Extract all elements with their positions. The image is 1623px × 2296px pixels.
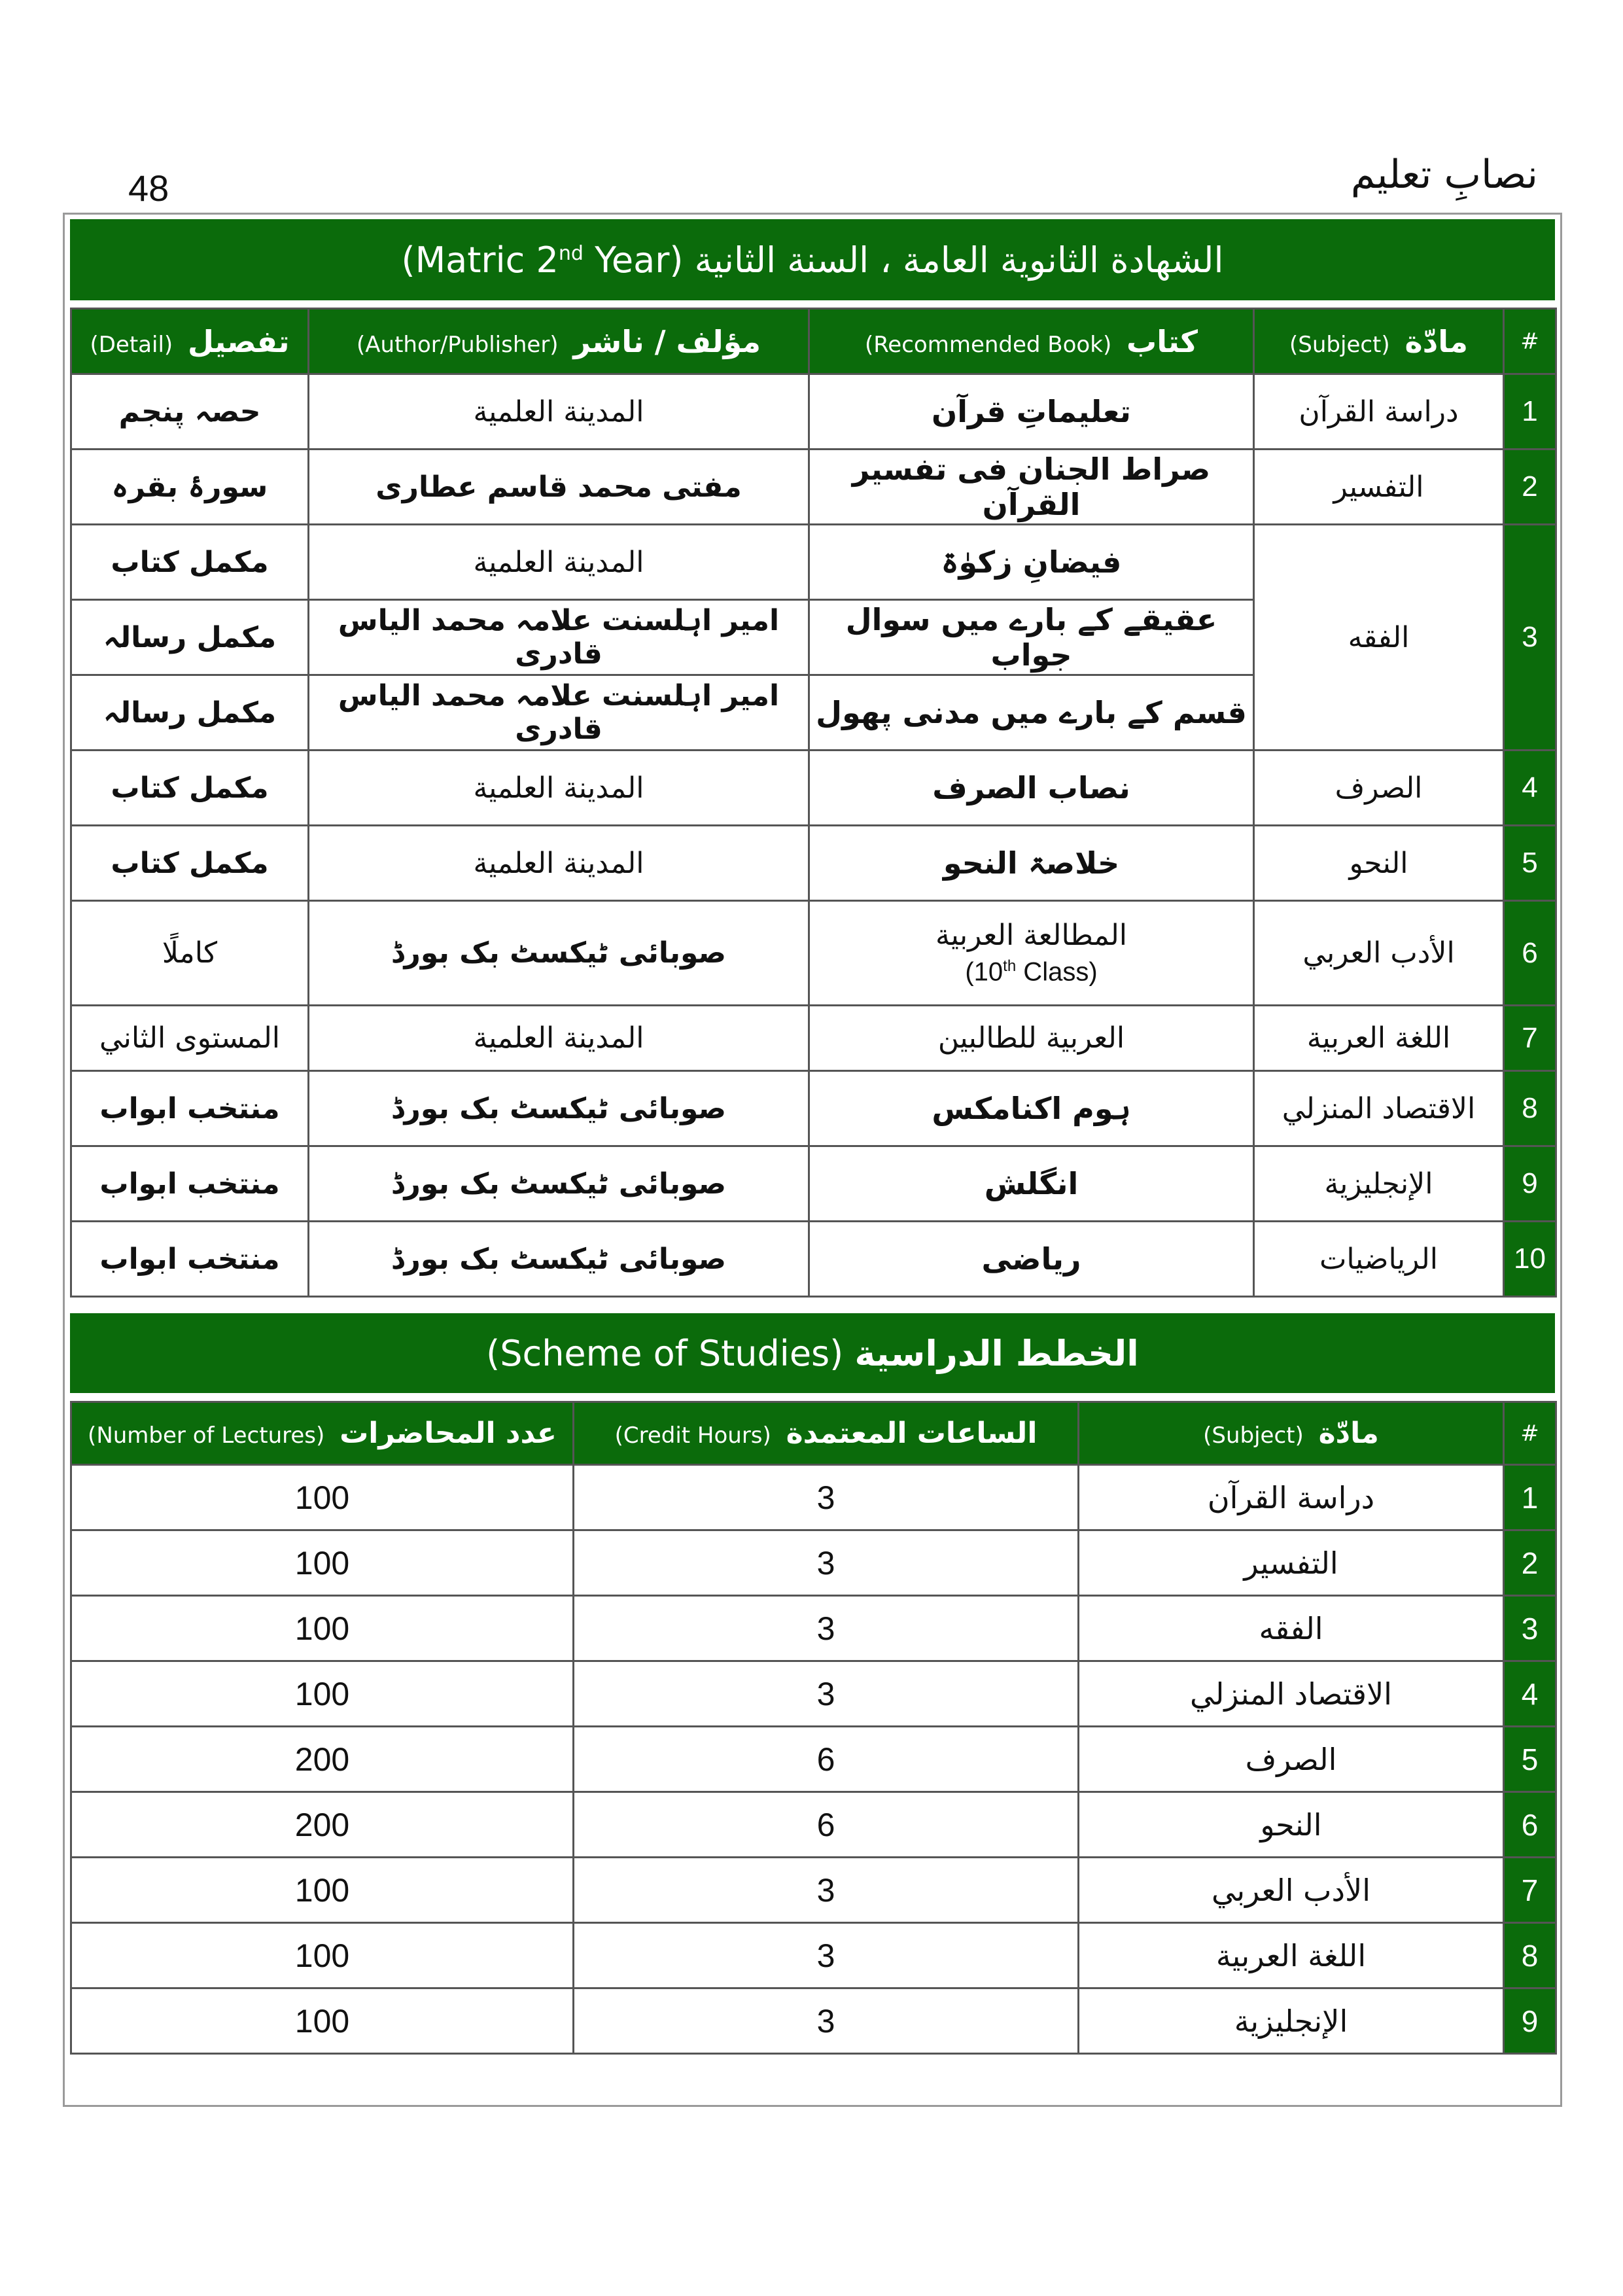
lectures-cell: 200 xyxy=(71,1727,574,1792)
subject-cell: الاقتصاد المنزلي xyxy=(1079,1661,1504,1727)
section1-title-banner xyxy=(70,219,1555,300)
subject-cell: الفقه xyxy=(1254,525,1504,751)
book-cell: عقیقے کے بارے میں سوال جواب xyxy=(809,600,1254,675)
detail-cell: حصہ پنجم xyxy=(71,374,309,450)
section2-title-ar: الخطط الدراسية xyxy=(854,1332,1139,1374)
row-number: 3 xyxy=(1504,1596,1556,1661)
table-row xyxy=(71,450,1556,525)
row-number: 10 xyxy=(1504,1222,1556,1297)
author-cell: المدينة العلمية xyxy=(309,374,809,450)
table-row xyxy=(71,1465,1556,1530)
subject-cell: النحو xyxy=(1079,1792,1504,1858)
author-cell: صوبائی ٹیکسٹ بک بورڈ xyxy=(309,901,809,1006)
scheme-table xyxy=(70,1401,1557,2055)
subject-cell: الاقتصاد المنزلي xyxy=(1254,1071,1504,1146)
col-header-credit: الساعات المعتمدة (Credit Hours) xyxy=(574,1402,1079,1465)
subject-cell: اللغة العربية xyxy=(1079,1923,1504,1988)
row-number: 9 xyxy=(1504,1988,1556,2054)
subject-cell: اللغة العربية xyxy=(1254,1006,1504,1071)
book-cell: خلاصۃ النحو xyxy=(809,826,1254,901)
subject-cell: الفقه xyxy=(1079,1596,1504,1661)
table-row xyxy=(71,1792,1556,1858)
subject-cell: التفسير xyxy=(1254,450,1504,525)
credit-cell: 3 xyxy=(574,1465,1079,1530)
detail-cell: مکمل کتاب xyxy=(71,525,309,600)
col-header-subject: مادّة (Subject) xyxy=(1254,309,1504,374)
row-number: 2 xyxy=(1504,1530,1556,1596)
credit-cell: 3 xyxy=(574,1988,1079,2054)
table-row xyxy=(71,1596,1556,1661)
row-number: 4 xyxy=(1504,1661,1556,1727)
subject-cell: الأدب العربي xyxy=(1079,1858,1504,1923)
detail-cell: مکمل کتاب xyxy=(71,826,309,901)
author-cell: المدينة العلمية xyxy=(309,525,809,600)
subject-cell: الإنجليزية xyxy=(1079,1988,1504,2054)
detail-cell: منتخب ابواب xyxy=(71,1222,309,1297)
detail-cell: كاملًا xyxy=(71,901,309,1006)
row-number: 5 xyxy=(1504,1727,1556,1792)
credit-cell: 3 xyxy=(574,1661,1079,1727)
table-row xyxy=(71,1988,1556,2054)
row-number: 4 xyxy=(1504,751,1556,826)
table-row xyxy=(71,826,1556,901)
table-row xyxy=(71,525,1556,600)
book-cell: ریاضی xyxy=(809,1222,1254,1297)
credit-cell: 3 xyxy=(574,1596,1079,1661)
credit-cell: 6 xyxy=(574,1792,1079,1858)
table-row xyxy=(71,751,1556,826)
book-cell: انگلش xyxy=(809,1146,1254,1222)
col-header-subject: مادّة (Subject) xyxy=(1079,1402,1504,1465)
table-row xyxy=(71,901,1556,1006)
table-row xyxy=(71,1006,1556,1071)
detail-cell: منتخب ابواب xyxy=(71,1071,309,1146)
table-row xyxy=(71,1858,1556,1923)
book-cell: قسم کے بارے میں مدنی پھول xyxy=(809,675,1254,751)
author-cell: المدينة العلمية xyxy=(309,1006,809,1071)
lectures-cell: 100 xyxy=(71,1465,574,1530)
table-row xyxy=(71,1530,1556,1596)
author-cell: صوبائی ٹیکسٹ بک بورڈ xyxy=(309,1071,809,1146)
credit-cell: 3 xyxy=(574,1923,1079,1988)
running-title: نصابِ تعلیم xyxy=(1350,152,1538,198)
row-number: 6 xyxy=(1504,1792,1556,1858)
row-number: 8 xyxy=(1504,1071,1556,1146)
page-number: 48 xyxy=(128,168,169,209)
subject-cell: الرياضيات xyxy=(1254,1222,1504,1297)
section1-title-ar: الشهادة الثانوية العامة ، السنة الثانية xyxy=(694,239,1224,281)
subject-cell: الصرف xyxy=(1254,751,1504,826)
row-number: 5 xyxy=(1504,826,1556,901)
book-cell: نصاب الصرف xyxy=(809,751,1254,826)
col-header-book: كتاب (Recommended Book) xyxy=(809,309,1254,374)
author-cell: مفتی محمد قاسم عطاری xyxy=(309,450,809,525)
row-number: 1 xyxy=(1504,1465,1556,1530)
row-number: 3 xyxy=(1504,525,1556,751)
row-number: 7 xyxy=(1504,1006,1556,1071)
author-cell: صوبائی ٹیکسٹ بک بورڈ xyxy=(309,1222,809,1297)
table-row xyxy=(71,1727,1556,1792)
table-row xyxy=(71,1923,1556,1988)
table-row xyxy=(71,374,1556,450)
col-header-detail: تفصيل (Detail) xyxy=(71,309,309,374)
row-number: 7 xyxy=(1504,1858,1556,1923)
col-header-author: مؤلف / ناشر (Author/Publisher) xyxy=(309,309,809,374)
book-cell: تعلیماتِ قرآن xyxy=(809,374,1254,450)
detail-cell: مکمل کتاب xyxy=(71,751,309,826)
table-row xyxy=(71,1222,1556,1297)
row-number: 6 xyxy=(1504,901,1556,1006)
subject-cell: التفسير xyxy=(1079,1530,1504,1596)
section1-title-en: (Matric 2nd Year) xyxy=(401,239,684,281)
author-cell: المدينة العلمية xyxy=(309,826,809,901)
credit-cell: 6 xyxy=(574,1727,1079,1792)
detail-cell: سورۂ بقرہ xyxy=(71,450,309,525)
subject-cell: دراسة القرآن xyxy=(1254,374,1504,450)
detail-cell: منتخب ابواب xyxy=(71,1146,309,1222)
row-number: 8 xyxy=(1504,1923,1556,1988)
row-number: 2 xyxy=(1504,450,1556,525)
book-cell: المطالعة العربية (10th Class) xyxy=(809,901,1254,1006)
lectures-cell: 100 xyxy=(71,1596,574,1661)
author-cell: المدينة العلمية xyxy=(309,751,809,826)
author-cell: امیر اہلسنت علامہ محمد الیاس قادری xyxy=(309,675,809,751)
author-cell: صوبائی ٹیکسٹ بک بورڈ xyxy=(309,1146,809,1222)
table-row xyxy=(71,1071,1556,1146)
subject-cell: الأدب العربي xyxy=(1254,901,1504,1006)
author-cell: امیر اہلسنت علامہ محمد الیاس قادری xyxy=(309,600,809,675)
book-cell: صراط الجنان فی تفسیر القرآن xyxy=(809,450,1254,525)
lectures-cell: 200 xyxy=(71,1792,574,1858)
subject-cell: النحو xyxy=(1254,826,1504,901)
section2-title-banner xyxy=(70,1313,1555,1393)
subject-cell: دراسة القرآن xyxy=(1079,1465,1504,1530)
detail-cell: مکمل رسالہ xyxy=(71,675,309,751)
lectures-cell: 100 xyxy=(71,1923,574,1988)
subject-cell: الإنجليزية xyxy=(1254,1146,1504,1222)
table-row xyxy=(71,1661,1556,1727)
credit-cell: 3 xyxy=(574,1530,1079,1596)
row-number: 9 xyxy=(1504,1146,1556,1222)
row-number: 1 xyxy=(1504,374,1556,450)
book-cell: العربية للطالبين xyxy=(809,1006,1254,1071)
books-table xyxy=(70,308,1557,1298)
lectures-cell: 100 xyxy=(71,1858,574,1923)
book-cell: ہوم اکنامکس xyxy=(809,1071,1254,1146)
lectures-cell: 100 xyxy=(71,1988,574,2054)
detail-cell: المستوى الثاني xyxy=(71,1006,309,1071)
lectures-cell: 100 xyxy=(71,1661,574,1727)
col-header-num: # xyxy=(1504,309,1556,374)
book-cell: فیضانِ زکوٰۃ xyxy=(809,525,1254,600)
subject-cell: الصرف xyxy=(1079,1727,1504,1792)
col-header-lectures: عدد المحاضرات (Number of Lectures) xyxy=(71,1402,574,1465)
col-header-num: # xyxy=(1504,1402,1556,1465)
lectures-cell: 100 xyxy=(71,1530,574,1596)
section2-title-en: (Scheme of Studies) xyxy=(486,1332,844,1374)
credit-cell: 3 xyxy=(574,1858,1079,1923)
detail-cell: مکمل رسالہ xyxy=(71,600,309,675)
table-row xyxy=(71,1146,1556,1222)
